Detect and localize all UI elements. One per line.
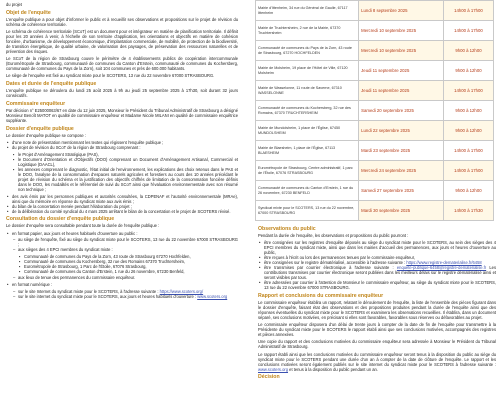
obs-text: être transmises par courrier électronique à l'adresse suivante : [264, 265, 394, 271]
list-item: • du bilan de la concertation menée pendant l'élaboration du projet ; [6, 204, 238, 209]
permanence-place: Mairie de Blaesheim, 1 place de l'Église, 67113 BLAESHEIM [256, 141, 359, 161]
permanence-place: Communauté de communes du Canton d'Erstein, 1 rue du 26 novembre, 67230 BENFELD [256, 181, 359, 201]
permanence-place: Communauté de communes du Pays de la Zorn, 43 route de Strasbourg, 67270 HOCHFELDEN [256, 41, 359, 61]
permanence-hours: 14h00 à 17h00 [443, 161, 493, 181]
consult-sublist [12, 237, 238, 252]
right-column [252, 0, 500, 400]
permanence-row [256, 21, 494, 41]
rapport-text: et tenus à la disposition du public pendant un an. [289, 366, 378, 372]
dossier-title: Dossier d'enquête publique [6, 125, 74, 132]
objet-paragraph: L'enquête publique a pour objet d'informer le public et à recueillir ses observations et propositions sur le projet de révision du schéma de cohérence territoriale. [6, 16, 238, 27]
list-item: ▪ le Projet d'Aménagement Stratégique (PAS), [12, 152, 238, 157]
list-item: ▪ Communauté de communes du Kochersberg, 32 rue des Romains 67370 Truchtersheim, [18, 259, 238, 264]
rapport-paragraph: Une copie du rapport et des conclusions motivées du commissaire enquêteur sera adressée à Monsieur le Président du Tribunal Administratif de Strasbourg. [258, 339, 496, 350]
consult-list [6, 231, 238, 236]
list-item: ▪ les annexes comprenant le diagnostic, l'état initial de l'environnement, les explications des choix retenus dans le PAS et le DOO, l'analyse de la consommation d'espaces naturels agricoles et forestiers au cours des 10 années précédant le projet de révision du schéma et la justification des objectifs chiffrés de limitation de la consommation foncière définis dans le DOO, les modalités et le référentiel de suivi du SCoT ainsi que l'évaluation environnementale avec son résumé non technique ; [12, 167, 238, 192]
permanence-day: Mardi 23 septembre 2025 [359, 141, 444, 161]
permanence-row [256, 141, 494, 161]
list-item: • du projet de révision du SCoT de la région de Strasbourg comprenant : [6, 145, 238, 150]
obs-text: être consignées sur le registre dématérialisé, accessible à l'adresse suivante : [264, 260, 406, 266]
list-item: • en format numérique : [6, 282, 238, 287]
epci-list [18, 254, 238, 274]
permanence-place: Syndicat mixte pour le SCOTERS, 13 rue du 22 novembre, 67000 STRASBOURG [256, 201, 359, 221]
permanence-day: Mercredi 24 septembre 2025 [359, 161, 444, 181]
permanence-place: Mairie d'Ittenheim, 34 rue du Général de Gaulle, 67117 Ittenheim [256, 1, 359, 21]
permanence-hours: 9h00 à 12h00 [443, 41, 493, 61]
list-item: – aux sièges des 4 EPCI membres du syndicat mixte : [12, 247, 238, 252]
observations-title: Observations du public [258, 225, 316, 232]
rapport-title: Rapport et conclusions du commissaire enquêteur [258, 292, 384, 299]
list-item: • des avis émis par les personnes publiques et autorités consultées, la CDPENAF et l'autorité environnementale (MRAe), ainsi que du mémoire en réponse du syndicat mixte aux avis émis ; [6, 194, 238, 204]
consult-sublist-2 [12, 275, 238, 280]
permanence-day: Samedi 27 septembre 2025 [359, 181, 444, 201]
list-item: • être reçues à l'écrit ou lors des permanences tenues par le commissaire enquêteur, [258, 255, 496, 260]
consult-list-2 [6, 282, 238, 287]
list-item: • d'une note de présentation mentionnant les textes qui régissent l'enquête publique ; [6, 140, 238, 145]
permanence-hours: 9h00 à 12h00 [443, 181, 493, 201]
rapport-paragraph [258, 352, 496, 372]
commissaire-title: Commissaire enquêteur [6, 100, 66, 107]
permanence-day: Mardi 30 septembre 2025 [359, 201, 444, 221]
dates-title: Dates et durée de l'enquête publique [6, 80, 97, 87]
permanence-row [256, 121, 494, 141]
registre-link[interactable]: https://www.registre-dematerialise.fr/6458 [406, 260, 482, 266]
email-link[interactable]: enquete-publique-6458@registre-dematerialise.fr [396, 265, 487, 271]
list-item: • en format papier, aux jours et heures habituels d'ouverture au public : [6, 231, 238, 236]
permanence-row [256, 1, 494, 21]
permanence-hours: 9h00 à 12h00 [443, 101, 493, 121]
permanence-row [256, 61, 494, 81]
intro-tail: du projet [6, 2, 22, 7]
numerique-text: sur le site Internet du syndicat mixte pour le SCOTERS, à l'adresse suivante : [18, 288, 159, 294]
permanence-day: Jeudi 11 septembre 2025 [359, 81, 444, 101]
permanence-row [256, 181, 494, 201]
permanence-day: Lundi 8 septembre 2025 [359, 1, 444, 21]
permanence-row [256, 81, 494, 101]
consult-intro: Le dossier d'enquête sera consultable pendant toute la durée de l'enquête publique : [6, 223, 160, 229]
observations-list [258, 240, 496, 290]
scoters-link[interactable]: www.scoters.org [197, 293, 228, 299]
permanence-day: Mercredi 10 septembre 2025 [359, 21, 444, 41]
dossier-intro: Le dossier d'enquête publique se compose : [6, 132, 86, 138]
rapport-paragraph: Le commissaire enquêteur disposera d'un délai de trente jours à compter de la date de fin de l'enquête pour transmettre à la Présidente du syndicat mixte pour le SCOTERS le rapport établi ainsi que ses conclusions motivées, accompagnés des registres et pièces annexées. [258, 322, 496, 338]
permanence-row [256, 41, 494, 61]
list-item: • être adressées par courrier à l'attention de Monsieur le commissaire enquêteur, au siège du syndicat mixte pour le SCOTERS, 13 rue du 22 novembre 67000 STRASBOURG. [258, 280, 496, 290]
scoters-link[interactable]: https://www.scoters.org/ [159, 288, 204, 294]
numerique-list [12, 289, 238, 299]
permanence-hours: 14h00 à 17h00 [443, 81, 493, 101]
list-item [12, 294, 238, 299]
permanence-row [256, 201, 494, 221]
objet-paragraph: Le schéma de cohérence territoriale (SCoT) est un document pour et intégrateur en matière de planification territoriale. Il définit pour les 20 années à venir, à l'échelle de son territoire d'application, les orientations et objectifs en matière de cohésion foncière, d'urbanisme, de développement économique, d'implantation commerciale, de mobilité, de protection de la biodiversité, de transition énergétique, de qualité urbaine, de valorisation des paysages, de préservation des ressources naturelles et de prévention des risques. [6, 28, 238, 55]
rapport-paragraph: Le commissaire enquêteur établira un rapport, relatant le déroulement de l'enquête, la liste de l'ensemble des pièces figurant dans le dossier d'enquête, faisant état des observations et des propositions produites pendant la durée de l'enquête ainsi que des réponses éventuelles du syndicat mixte pour le SCOTERS et examinera les observations recueillies. Il établira, dans un document séparé, ses conclusions motivées, en précisant si elles sont favorables, favorables sous réserves ou défavorables au projet. [258, 300, 496, 321]
left-column [0, 0, 242, 400]
numerique-text: sur le site internet du syndicat mixte pour le SCOTERS, aux jours et heures habituels d'ouverture : [18, 293, 197, 299]
permanence-place: Mairie de Truchtersheim, 2 rue de la Mairie, 67370 Truchtersheim [256, 21, 359, 41]
list-item: ▪ Communauté de communes du Canton d'Erstein, 1 rue du 26 novembre, 67230 Benfeld, [18, 269, 238, 274]
consult-title: Consultation du dossier d'enquête publique [6, 216, 115, 223]
permanence-day: Samedi 20 septembre 2025 [359, 101, 444, 121]
list-item: • être consignées sur les registres d'enquête déposés au siège du syndicat mixte pour le SCOTERS, au sein des sièges des 4 EPCI membres du syndicat mixte, ainsi que dans les mairies d'accueil des permanences, aux jours et heures d'ouverture au public, [258, 240, 496, 255]
permanences-table [255, 0, 494, 221]
permanence-place: Communauté de communes du Kochersberg, 32 rue des Romains, 67370 TRUCHTERSHEIM [256, 101, 359, 121]
objet-paragraph: Le SCoT de la région de Strasbourg couvre le périmètre de 4 établissements publics de coopération intercommunale (Eurométropole de Strasbourg, communauté de communes du Canton d'Erstein, communauté de communes du Kochersberg, communauté de communes du Pays de la Zorn), soit 104 communes et près de 600.000 habitants. [6, 56, 238, 72]
permanence-hours: 14h00 à 17h00 [443, 1, 493, 21]
dossier-list-2 [6, 194, 238, 214]
permanence-day: Lundi 22 septembre 2025 [359, 121, 444, 141]
permanence-place: Eurométropole de Strasbourg, Centre administratif, 1 parc de l'Étoile, 67076 STRASBOURG [256, 161, 359, 181]
permanence-day: Jeudi 11 septembre 2025 [359, 61, 444, 81]
scoters-link[interactable]: www.scoters.org [258, 366, 289, 372]
permanence-hours: 14h00 à 17h30 [443, 201, 493, 221]
list-item: – au siège de l'enquête, fixé au siège du syndicat mixte pour le SCOTERS, 13 rue du 22 novembre 67000 STRASBOURG ; [12, 237, 238, 247]
dates-paragraph: L'enquête publique se déroulera du lundi 25 août 2025 à 9h au jeudi 25 septembre 2025 à 17h30, soit durant 32 jours consécutifs. [6, 88, 238, 99]
list-item [258, 265, 496, 280]
permanence-hours: 14h00 à 17h00 [443, 141, 493, 161]
list-item: – aux lieux de tenue des permanences du commissaire enquêteur. [12, 275, 238, 280]
permanence-day: Mercredi 10 septembre 2025 [359, 41, 444, 61]
commissaire-paragraph: Par décision n° E25000063/67 en date du 12 juin 2025, Monsieur le Président du Tribunal Administratif de Strasbourg a désigné Monsieur Benoît MATOT en qualité de commissaire enquêteur et Madame Nicole MILANI en qualité de commissaire enquêtrice suppléante. [6, 108, 238, 124]
permanence-place: Mairie de Molsheim, 19 place de l'Hôtel de Ville, 67120 Molsheim [256, 61, 359, 81]
list-item: ▪ le Document d'Orientation et d'Objectifs (DOO) comprenant un Document d'Aménagement Artisanal, Commercial et Logistique (DAACL), [12, 157, 238, 167]
rapport-text: Le rapport établi ainsi que les conclusions motivées du commissaire enquêteur seront tenus à la disposition du public au siège du syndicat mixte pour le SCOTERS pendant une durée d'un an à compter de la date de clôture de l'enquête. Le rapport et les conclusions motivées seront également publiés sur le site internet du syndicat mixte pour le SCOTERS à l'adresse suivante : [258, 351, 496, 367]
list-item: ▪ Eurométropole de Strasbourg, 1 Parc de l'Étoile, 67076 Strasbourg, [18, 264, 238, 269]
projet-list [12, 152, 238, 192]
list-item: • de la délibération du comité syndical du 4 mars 2025 arrêtant le bilan de la concertation et le projet de SCOTERS révisé. [6, 209, 238, 214]
permanence-place: Mairie de Mundolsheim, 1 place de l'Église, 67450 MUNDOLSHEIM [256, 121, 359, 141]
objet-paragraph: Le siège de l'enquête est fixé au syndicat mixte pour le SCOTERS, 13 rue du 22 novembre 67000 STRASBOURG. [6, 73, 215, 79]
permanence-row [256, 161, 494, 181]
decision-title: Décision [258, 374, 280, 381]
permanence-hours: 14h00 à 17h00 [443, 21, 493, 41]
objet-title: Objet de l'enquête [6, 9, 51, 16]
observations-intro: Pendant la durée de l'enquête, les observations et propositions du public pourront : [258, 232, 409, 238]
dossier-list [6, 140, 238, 150]
permanence-place: Mairie de Wasselonne, 11 route de Saverne, 67310 WASSELONNE [256, 81, 359, 101]
obs-text: Les contributions transmises par courrier électronique seront publiées dans les meilleurs délais sur le registre dématérialisé ainsi et seront visibles par tous. [264, 265, 497, 281]
permanence-hours: 9h00 à 12h00 [443, 61, 493, 81]
permanence-row [256, 101, 494, 121]
permanence-hours: 9h00 à 12h00 [443, 121, 493, 141]
list-item: ▪ Communauté de communes du Pays de la Zorn, 43 route de Strasbourg 67270 Hochfelden, [18, 254, 238, 259]
